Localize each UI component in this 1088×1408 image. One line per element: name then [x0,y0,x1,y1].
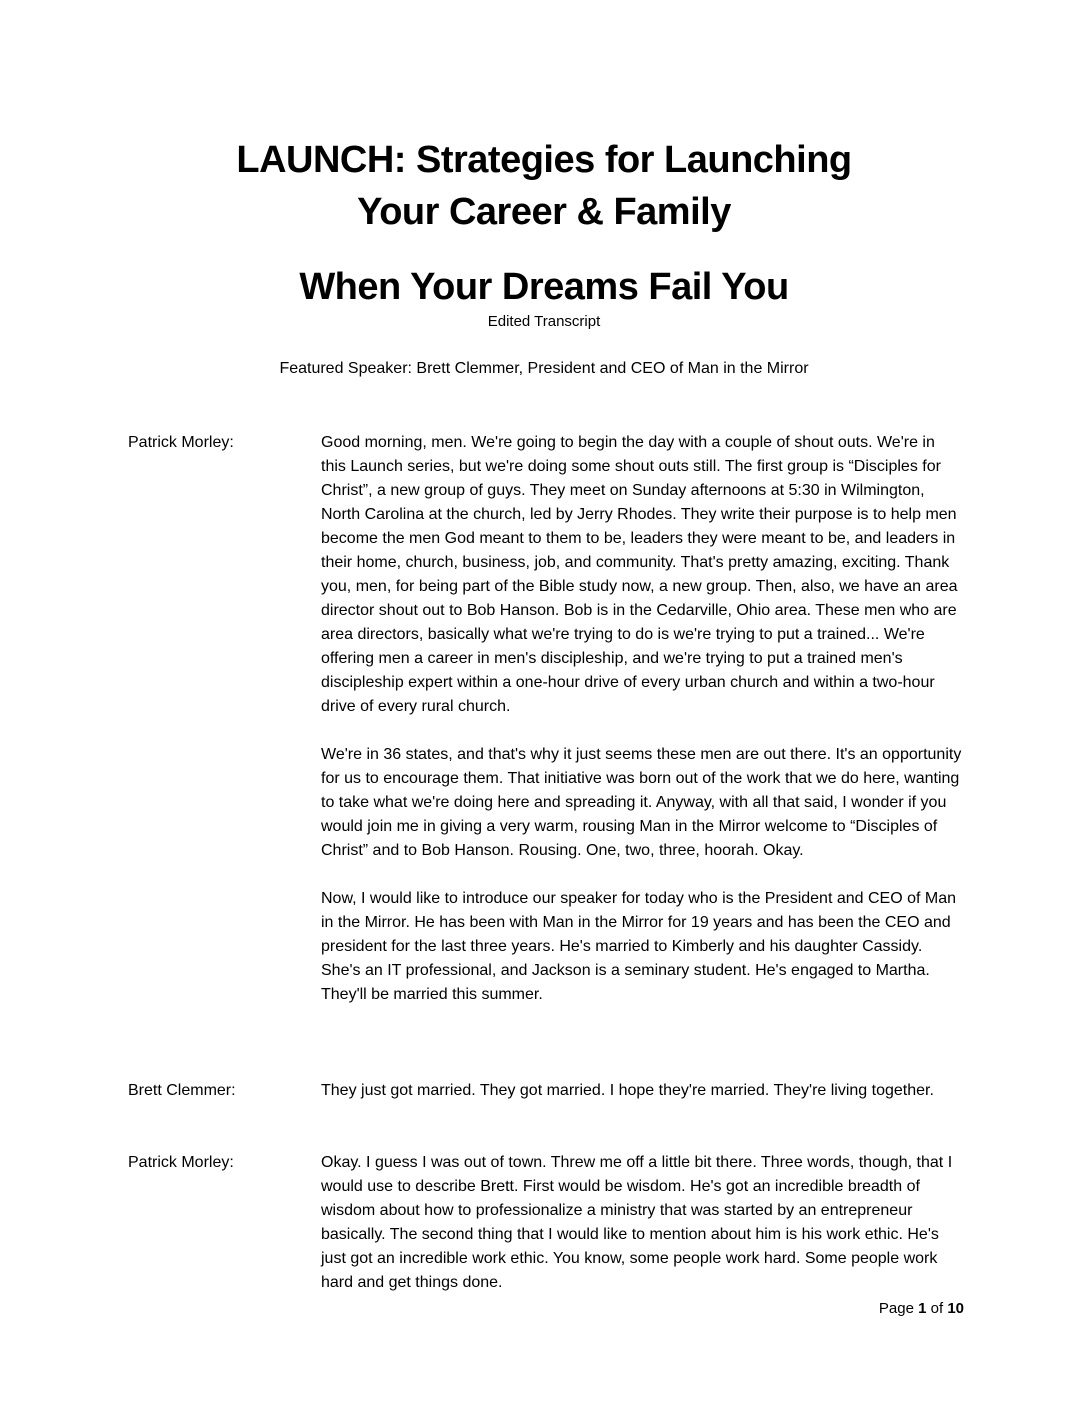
page-of: of [930,1300,944,1317]
page-total: 10 [947,1300,964,1317]
speech-paragraph: They just got married. They got married. I hope they're married. They're living together. [321,1082,934,1099]
page-number [879,1299,964,1319]
speech-text [321,1079,964,1103]
title-line-2: Your Career & Family [357,191,731,233]
document-type: Edited Transcript [487,313,601,330]
subtitle: When Your Dreams Fail You [299,266,789,308]
speech-paragraph: We're in 36 states, and that's why it just seems these men are out there. It's an opportunity for us to encourage them. That initiative was born out of the work that we do here, wanting to take what we're doing here and spreading it. Anyway, with all that said, I wonder if you would join me in giving a very warm, rousing Man in the Mirror welcome to “Disciples of Christ” and to Bob Hanson. Rousing. One, two, three, hoorah. Okay. [321,746,962,859]
speech-paragraph: Now, I would like to introduce our speaker for today who is the President and CEO of Man in the Mirror. He has been with Man in the Mirror for 19 years and has been the CEO and president for the last three years. He's married to Kimberly and his daughter Cassidy. She's an IT professional, and Jackson is a seminary student. He's engaged to Martha. They'll be married this summer. [321,890,956,1003]
page-current: 1 [918,1300,927,1317]
speaker-name: Patrick Morley: [128,434,234,451]
featured-speaker: Featured Speaker: Brett Clemmer, President and CEO of Man in the Mirror [279,360,809,377]
speaker-name: Patrick Morley: [128,1154,234,1171]
title-line-1: LAUNCH: Strategies for Launching [236,139,852,181]
page-word: Page [878,1300,914,1317]
speech-text [321,1151,964,1295]
speech-paragraph: Okay. I guess I was out of town. Threw me off a little bit there. Three words, though, that I would use to describe Brett. First would be wisdom. He's got an incredible breadth of wisdom about how to professionalize a ministry that was started by an entrepreneur basically. The second thing that I would like to mention about him is his work ethic. He's just got an incredible work ethic. You know, some people work hard. Some people work hard and get things done. [321,1154,953,1291]
speech-paragraph: Good morning, men. We're going to begin the day with a couple of shout outs. We're in this Launch series, but we're doing some shout outs still. The first group is “Disciples for Christ”, a new group of guys. They meet on Sunday afternoons at 5:30 in Wilmington, North Carolina at the church, led by Jerry Rhodes. They write their purpose is to help men become the men God meant to them to be, leaders they were meant to be, and leaders in their home, church, business, job, and community. That's pretty amazing, exciting. Thank you, men, for being part of the Bible study now, a new group. Then, also, we have an area director shout out to Bob Hanson. Bob is in the Cedarville, Ohio area. These men who are area directors, basically what we're trying to do is we're trying to put a trained... We're offering men a career in men's discipleship, and we're trying to put a trained men's discipleship expert within a one-hour drive of every urban church and within a two-hour drive of every rural church. [321,434,958,715]
speech-text [321,431,964,1007]
speaker-name: Brett Clemmer: [128,1082,236,1099]
